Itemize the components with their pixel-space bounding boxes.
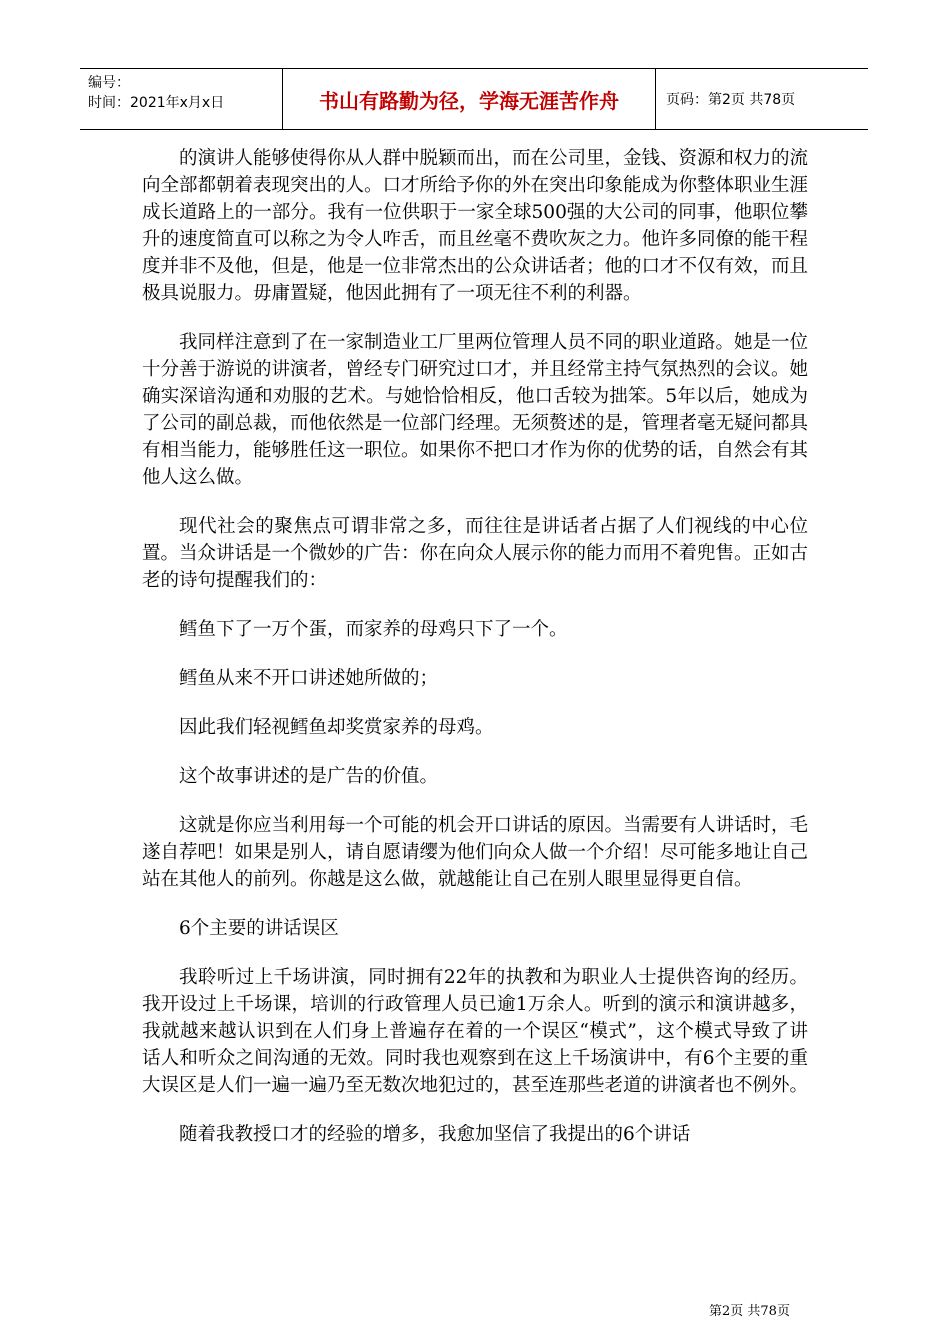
document-body <box>142 145 808 1170</box>
page-footer: 第2页 共78页 <box>709 1304 790 1319</box>
paragraph: 这就是你应当利用每一个可能的机会开口讲话的原因。当需要有人讲话时，毛遂自荐吧！如果是别人，请自愿请缨为他们向众人做一个介绍！尽可能多地让自己站在其他人的前列。你越是这么做，就越能让自己在别人眼里显得更自信。 <box>142 815 809 890</box>
header-meta <box>80 69 282 129</box>
paragraph: 鳕鱼下了一万个蛋，而家养的母鸡只下了一个。 <box>179 619 568 640</box>
paragraph: 我聆听过上千场讲演，同时拥有22年的执教和为职业人士提供咨询的经历。我开设过上千场课，培训的行政管理人员已逾1万余人。听到的演示和演讲越多，我就越来越认识到在人们身上普遍存在着的一个误区“模式”，这个模式导致了讲话人和听众之间沟通的无效。同时我也观察到在这上千场演讲中，有6个主要的重大误区是人们一遍一遍乃至无数次地犯过的，甚至连那些老道的讲演者也不例外。 <box>142 967 809 1096</box>
header-page-info: 页码：第2页 共78页 <box>666 92 796 108</box>
paragraph: 因此我们轻视鳕鱼却奖赏家养的母鸡。 <box>179 717 494 738</box>
header-motto: 书山有路勤为径，学海无涯苦作舟 <box>282 69 656 129</box>
paragraph: 现代社会的聚焦点可谓非常之多，而往往是讲话者占据了人们视线的中心位置。当众讲话是一个微妙的广告：你在向众人展示你的能力而用不着兜售。正如古老的诗句提醒我们的： <box>142 516 809 591</box>
paragraph: 这个故事讲述的是广告的价值。 <box>179 766 439 787</box>
paragraph: 鳕鱼从来不开口讲述她所做的； <box>179 668 439 689</box>
section-heading: 6个主要的讲话误区 <box>179 918 339 939</box>
doc-time-label: 时间：2021年x月x日 <box>88 95 225 111</box>
page-header <box>80 68 868 130</box>
paragraph: 随着我教授口才的经验的增多，我愈加坚信了我提出的6个讲话 <box>179 1124 691 1145</box>
doc-number-label: 编号： <box>88 75 130 91</box>
paragraph: 我同样注意到了在一家制造业工厂里两位管理人员不同的职业道路。她是一位十分善于游说的讲演者，曾经专门研究过口才，并且经常主持气氛热烈的会议。她确实深谙沟通和劝服的艺术。与她恰恰相反，他口舌较为拙笨。5年以后，她成为了公司的副总裁，而他依然是一位部门经理。无须赘述的是，管理者毫无疑问都具有相当能力，能够胜任这一职位。如果你不把口才作为你的优势的话，自然会有其他人这么做。 <box>142 332 809 488</box>
paragraph: 的演讲人能够使得你从人群中脱颖而出，而在公司里，金钱、资源和权力的流向全部都朝着表现突出的人。口才所给予你的外在突出印象能成为你整体职业生涯成长道路上的一部分。我有一位供职于一家全球500强的大公司的同事，他职位攀升的速度简直可以称之为令人咋舌，而且丝毫不费吹灰之力。他许多同僚的能干程度并非不及他，但是，他是一位非常杰出的公众讲话者；他的口才不仅有效，而且极具说服力。毋庸置疑，他因此拥有了一项无往不利的利器。 <box>142 148 809 304</box>
